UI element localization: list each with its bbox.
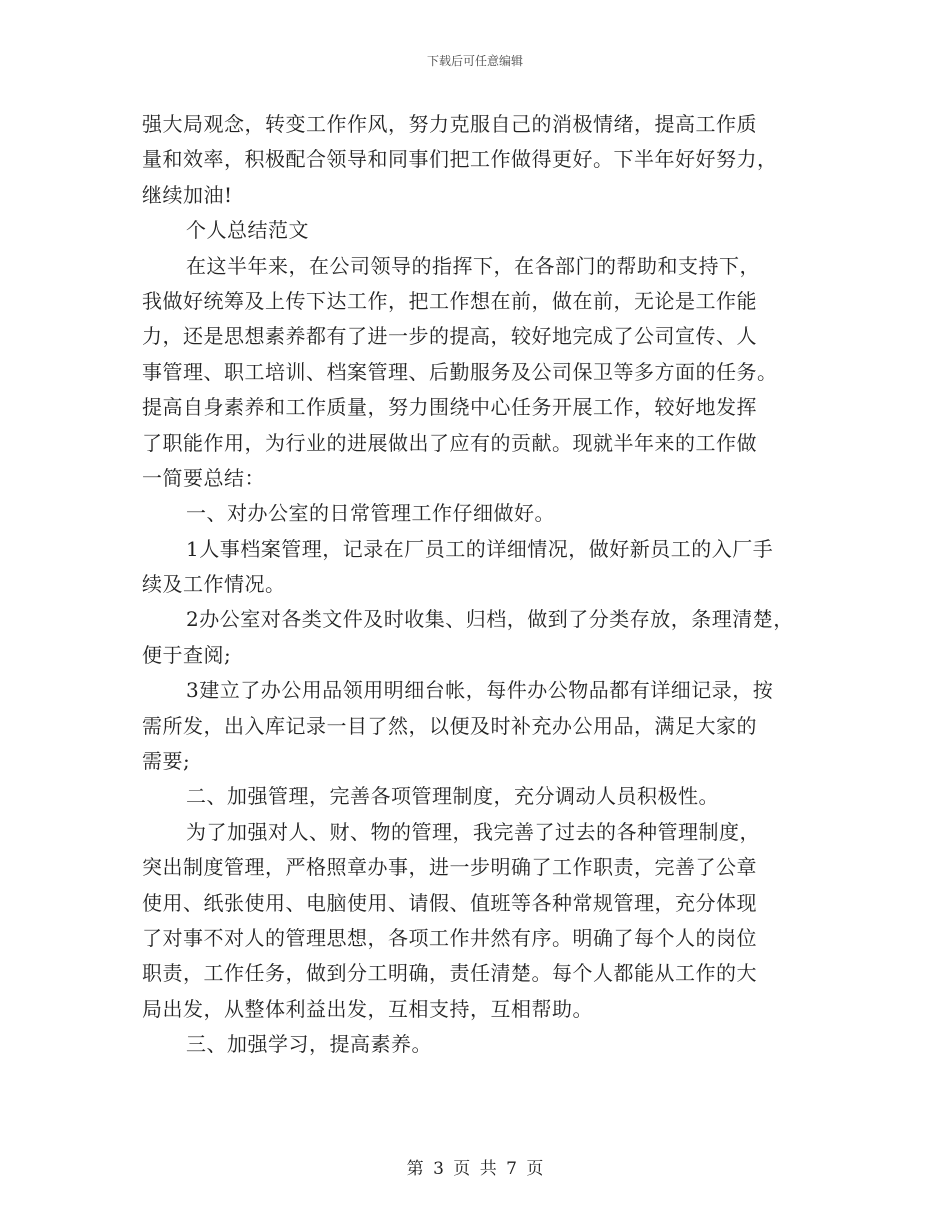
- text-line: 需要;: [142, 749, 191, 774]
- text-line: 三、加强学习，提高素养。: [186, 1032, 432, 1057]
- text-line: 便于查阅;: [142, 642, 232, 667]
- text-line: 我做好统筹及上传下达工作，把工作想在前，做在前，无论是工作能: [142, 288, 757, 313]
- text-line: 继续加油!: [142, 182, 233, 207]
- text-line: 个人总结范文: [186, 218, 309, 243]
- text-line: 使用、纸张使用、电脑使用、请假、值班等各种常规管理，充分体现: [142, 890, 757, 915]
- text-line: 二、加强管理，完善各项管理制度，充分调动人员积极性。: [186, 784, 719, 809]
- text-line: 了职能作用，为行业的进展做出了应有的贡献。现就半年来的工作做: [142, 430, 757, 455]
- text-line: 事管理、职工培训、档案管理、后勤服务及公司保卫等多方面的任务。: [142, 359, 778, 384]
- text-line: 需所发，出入库记录一目了然，以便及时补充办公用品，满足大家的: [142, 713, 757, 738]
- document-body: [142, 107, 832, 1063]
- text-line: 1人事档案管理，记录在厂员工的详细情况，做好新员工的入厂手: [186, 536, 774, 561]
- text-line: 在这半年来，在公司领导的指挥下，在各部门的帮助和支持下，: [186, 253, 760, 278]
- page-header-note: 下载后可任意编辑: [426, 54, 523, 68]
- text-line: 局出发，从整体利益出发，互相支持，互相帮助。: [142, 996, 593, 1021]
- text-line: 力，还是思想素养都有了进一步的提高，较好地完成了公司宣传、人: [142, 324, 757, 349]
- text-line: 续及工作情况。: [142, 572, 286, 597]
- page-number-footer: 第 3 页 共 7 页: [406, 1159, 544, 1179]
- text-line: 2办公室对各类文件及时收集、归档，做到了分类存放，条理清楚，: [186, 607, 794, 632]
- text-line: 了对事不对人的管理思想，各项工作井然有序。明确了每个人的岗位: [142, 925, 757, 950]
- text-line: 一简要总结：: [142, 465, 265, 490]
- text-line: 强大局观念，转变工作作风，努力克服自己的消极情绪，提高工作质: [142, 112, 757, 136]
- text-line: 职责，工作任务，做到分工明确，责任清楚。每个人都能从工作的大: [142, 961, 757, 986]
- text-line: 为了加强对人、财、物的管理，我完善了过去的各种管理制度，: [186, 819, 760, 844]
- text-line: 一、对办公室的日常管理工作仔细做好。: [186, 501, 555, 526]
- text-line: 提高自身素养和工作质量，努力围绕中心任务开展工作，较好地发挥: [142, 395, 757, 420]
- text-line: 突出制度管理，严格照章办事，进一步明确了工作职责，完善了公章: [142, 855, 757, 880]
- text-line: 3建立了办公用品领用明细台帐，每件办公物品都有详细记录，按: [186, 678, 774, 703]
- text-line: 量和效率，积极配合领导和同事们把工作做得更好。下半年好好努力，: [142, 147, 778, 172]
